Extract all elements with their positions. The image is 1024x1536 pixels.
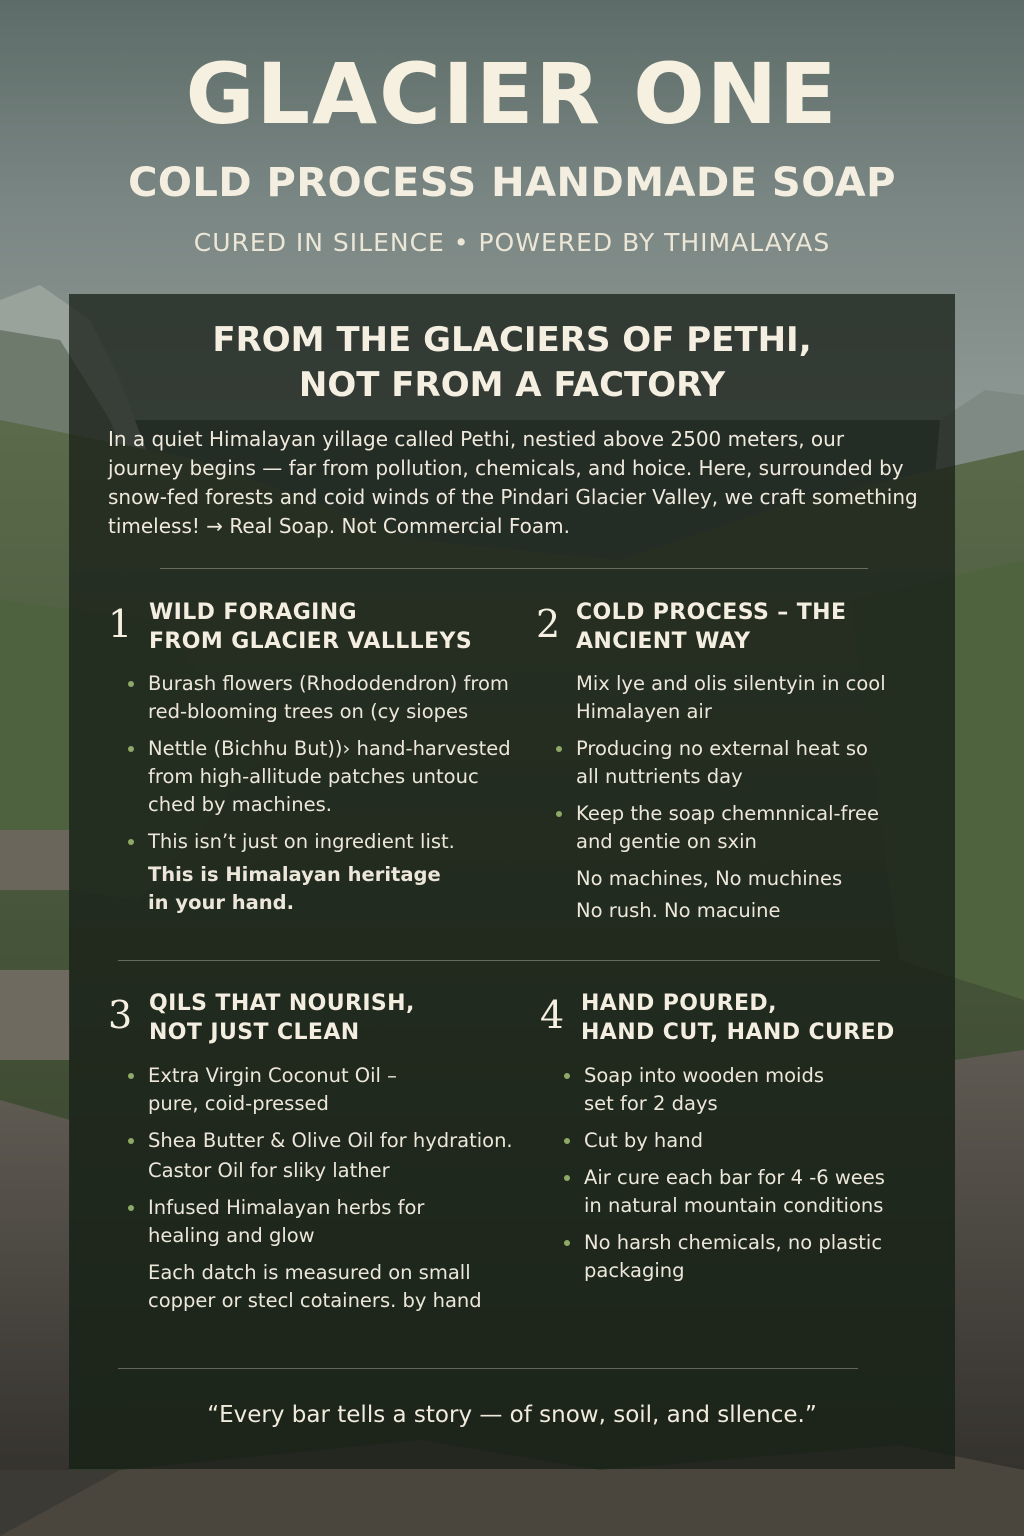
section-3-number: 3 (108, 993, 133, 1037)
list-item: Producing no external heat so all nuttrients day (556, 735, 886, 791)
section-3-list (128, 1062, 538, 1324)
section-3-title (149, 989, 509, 1047)
list-item: This isn’t just on ingredient list. (128, 828, 528, 856)
product-subtitle: COLD PROCESS HANDMADE SOAP (128, 160, 896, 206)
section-2-number: 2 (536, 602, 561, 646)
tagline: CURED IN SILENCE • POWERED BY THIMALAYAS (193, 228, 831, 257)
list-item: No machines, No muchines (576, 867, 843, 890)
section-4-title (581, 989, 921, 1047)
list-item: Shea Butter & Olive Oil for hydration. (128, 1127, 538, 1155)
list-item: Extra Virgin Coconut Oil – pure, coid-pressed (128, 1062, 418, 1118)
section-1-list (128, 670, 528, 926)
intro-heading (69, 318, 955, 408)
section-4-title-line-1: HAND POURED, (581, 991, 777, 1016)
section-1-title-line-2: FROM GLACIER VALLLEYS (149, 629, 473, 654)
divider (118, 1368, 858, 1369)
divider (118, 960, 880, 961)
section-2-list (556, 670, 906, 934)
list-item: Soap into wooden moids set for 2 days (564, 1062, 854, 1118)
list-item: Air cure each bar for 4 -6 wees in natural mountain conditions (564, 1164, 904, 1220)
list-item: Cut by hand (564, 1127, 904, 1155)
closing-quote: “Every bar tells a story — of snow, soil, and sllence.” (207, 1402, 817, 1428)
section-1-title-line-1: WILD FORAGING (149, 600, 358, 625)
intro-heading-line-2: NOT FROM A FACTORY (298, 365, 726, 405)
list-item: Nettle (Bichhu But))› hand-harvested from high-allitude patches untouc ched by machines. (128, 735, 528, 819)
list-item: No rush. No macuine (576, 899, 781, 922)
section-2-title-line-2: ANCIENT WAY (576, 629, 751, 654)
section-3-title-line-1: QILS THAT NOURISH, (149, 991, 415, 1016)
list-item: This is Himalayan heritage in your hand. (148, 863, 441, 914)
brand-title: GLACIER ONE (185, 45, 839, 143)
list-item: Each datch is measured on small copper or stecl cotainers. by hand (148, 1261, 482, 1312)
section-1-number: 1 (108, 602, 133, 646)
section-2-title-line-1: COLD PROCESS – THE (576, 600, 847, 625)
list-item: Keep the soap chemnnical-free and gentie on sxin (556, 800, 906, 856)
section-3-title-line-2: NOT JUST CLEAN (149, 1020, 360, 1045)
list-item: No harsh chemicals, no plastic packaging (564, 1229, 904, 1285)
intro-heading-line-1: FROM THE GLACIERS OF PETHI, (212, 320, 812, 360)
list-item: Infused Himalayan herbs for healing and glow (128, 1194, 428, 1250)
section-4-title-line-2: HAND CUT, HAND CURED (581, 1020, 895, 1045)
section-4-list (564, 1062, 904, 1294)
list-item: Mix lye and olis silentyin in cool Himalayen air (576, 672, 886, 723)
section-2-title (576, 598, 916, 656)
intro-paragraph: In a quiet Himalayan yillage called Pethi, nestied above 2500 meters, our journey begins — far from pollution, chemicals, and hoice. Here, surrounded by snow-fed forests and coid winds of the Pindari Glacier Valley, we craft something timeless! → Real Soap. Not Commercial Foam. (108, 427, 918, 538)
list-item: Castor Oil for sliky lather (148, 1159, 390, 1182)
section-1-title (149, 598, 509, 656)
divider (160, 568, 868, 569)
list-item: Burash flowers (Rhododendron) from red-blooming trees on (cy siopes (128, 670, 528, 726)
section-4-number: 4 (540, 993, 565, 1037)
